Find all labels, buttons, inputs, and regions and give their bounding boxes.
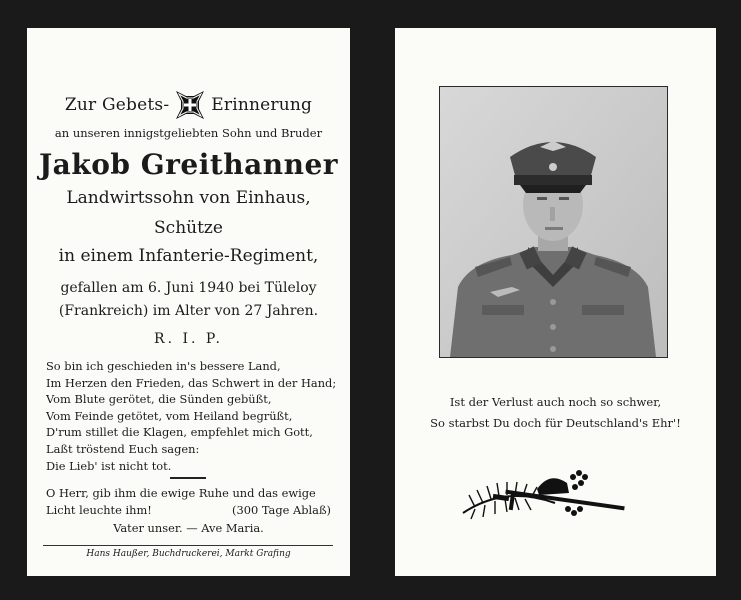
poem-line: Laßt tröstend Euch sagen: — [46, 441, 200, 456]
death-line-2: (Frankreich) im Alter von 27 Jahren. — [58, 303, 319, 319]
intro-text: an unseren innigstgeliebten Sohn und Bruder — [54, 126, 323, 140]
verse-line-1: Ist der Verlust auch noch so schwer, — [449, 395, 662, 409]
memorial-text-card — [27, 28, 350, 576]
verse-line-2: So starbst Du doch für Deutschland's Ehr'! — [430, 416, 681, 430]
rip: R. I. P. — [154, 331, 223, 347]
memorial-photo-card — [395, 28, 716, 576]
prayer — [46, 485, 331, 518]
rank: Schütze — [154, 218, 223, 238]
poem-line: Im Herzen den Frieden, das Schwert in der Hand; — [46, 375, 337, 390]
poem — [46, 358, 336, 474]
prayer-row-2 — [46, 502, 331, 519]
deceased-name: Jakob Greithanner — [38, 148, 339, 181]
soldier-portrait-icon — [440, 87, 667, 357]
vater-unser: Vater unser. — Ave Maria. — [113, 521, 264, 535]
iron-cross-icon — [173, 88, 207, 122]
indulgence: (300 Tage Ablaß) — [232, 502, 331, 517]
heading — [27, 88, 350, 122]
poem-line: So bin ich geschieden in's bessere Land, — [46, 359, 281, 373]
poem-line: Vom Feinde getötet, vom Heiland begrüßt, — [46, 408, 293, 423]
prayer-line-2: Licht leuchte ihm! — [46, 502, 152, 517]
footer-divider — [43, 545, 333, 546]
sword-palm-emblem-icon — [455, 465, 635, 525]
printer-credit: Hans Haußer, Buchdruckerei, Markt Grafing — [86, 549, 291, 559]
heading-left: Zur Gebets- — [64, 95, 170, 115]
portrait-photo — [439, 86, 668, 358]
prayer-line-1: O Herr, gib ihm die ewige Ruhe und das ewige — [46, 486, 316, 500]
poem-line: D'rum stillet die Klagen, empfehlet mich Gott, — [46, 425, 313, 440]
poem-line: Vom Blute gerötet, die Sünden gebüßt, — [46, 392, 272, 407]
death-line-1: gefallen am 6. Juni 1940 bei Tüleloy — [60, 280, 317, 296]
heading-right: Erinnerung — [211, 95, 313, 115]
divider — [170, 477, 206, 479]
poem-line: Die Lieb' ist nicht tot. — [46, 458, 172, 473]
unit: in einem Infanterie-Regiment, — [58, 246, 319, 266]
occupation: Landwirtssohn von Einhaus, — [66, 188, 311, 208]
